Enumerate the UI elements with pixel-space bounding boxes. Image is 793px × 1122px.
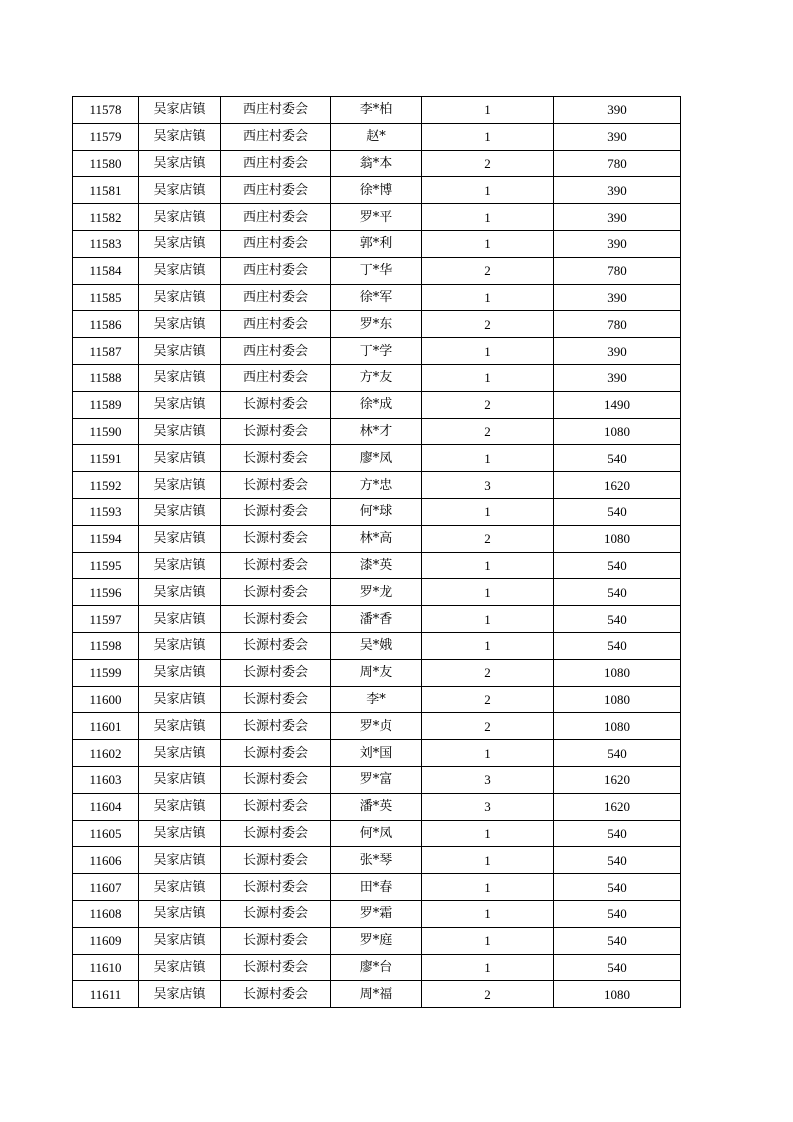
village-committee-cell: 西庄村委会: [221, 364, 331, 391]
count-cell: 2: [422, 981, 554, 1008]
table-row: [73, 847, 681, 874]
count-cell: 1: [422, 338, 554, 365]
town-cell: 吴家店镇: [139, 740, 221, 767]
village-committee-cell: 长源村委会: [221, 900, 331, 927]
village-committee-cell: 长源村委会: [221, 579, 331, 606]
town-cell: 吴家店镇: [139, 338, 221, 365]
table-row: [73, 686, 681, 713]
village-committee-cell: 西庄村委会: [221, 311, 331, 338]
village-committee-cell: 西庄村委会: [221, 204, 331, 231]
town-cell: 吴家店镇: [139, 97, 221, 124]
town-cell: 吴家店镇: [139, 766, 221, 793]
table-row: [73, 472, 681, 499]
town-cell: 吴家店镇: [139, 204, 221, 231]
count-cell: 1: [422, 123, 554, 150]
records-table-body: [73, 97, 681, 1008]
amount-cell: 540: [554, 954, 681, 981]
serial-number-cell: 11601: [73, 713, 139, 740]
count-cell: 1: [422, 954, 554, 981]
village-committee-cell: 长源村委会: [221, 659, 331, 686]
town-cell: 吴家店镇: [139, 257, 221, 284]
town-cell: 吴家店镇: [139, 713, 221, 740]
serial-number-cell: 11600: [73, 686, 139, 713]
town-cell: 吴家店镇: [139, 177, 221, 204]
amount-cell: 1080: [554, 659, 681, 686]
count-cell: 3: [422, 793, 554, 820]
town-cell: 吴家店镇: [139, 525, 221, 552]
serial-number-cell: 11594: [73, 525, 139, 552]
name-cell: 郭*利: [331, 230, 422, 257]
name-cell: 罗*东: [331, 311, 422, 338]
table-row: [73, 606, 681, 633]
serial-number-cell: 11598: [73, 632, 139, 659]
count-cell: 2: [422, 150, 554, 177]
table-row: [73, 820, 681, 847]
count-cell: 1: [422, 900, 554, 927]
town-cell: 吴家店镇: [139, 472, 221, 499]
amount-cell: 780: [554, 257, 681, 284]
amount-cell: 780: [554, 311, 681, 338]
serial-number-cell: 11602: [73, 740, 139, 767]
village-committee-cell: 长源村委会: [221, 981, 331, 1008]
serial-number-cell: 11584: [73, 257, 139, 284]
count-cell: 2: [422, 311, 554, 338]
count-cell: 1: [422, 445, 554, 472]
name-cell: 徐*军: [331, 284, 422, 311]
serial-number-cell: 11588: [73, 364, 139, 391]
serial-number-cell: 11590: [73, 418, 139, 445]
table-row: [73, 230, 681, 257]
count-cell: 1: [422, 552, 554, 579]
count-cell: 2: [422, 418, 554, 445]
table-row: [73, 150, 681, 177]
village-committee-cell: 西庄村委会: [221, 97, 331, 124]
village-committee-cell: 西庄村委会: [221, 150, 331, 177]
count-cell: 1: [422, 204, 554, 231]
name-cell: 翁*本: [331, 150, 422, 177]
name-cell: 田*春: [331, 874, 422, 901]
village-committee-cell: 长源村委会: [221, 552, 331, 579]
serial-number-cell: 11587: [73, 338, 139, 365]
town-cell: 吴家店镇: [139, 498, 221, 525]
name-cell: 潘*英: [331, 793, 422, 820]
serial-number-cell: 11606: [73, 847, 139, 874]
name-cell: 罗*霜: [331, 900, 422, 927]
village-committee-cell: 长源村委会: [221, 713, 331, 740]
village-committee-cell: 长源村委会: [221, 847, 331, 874]
serial-number-cell: 11607: [73, 874, 139, 901]
amount-cell: 390: [554, 284, 681, 311]
amount-cell: 540: [554, 445, 681, 472]
name-cell: 赵*: [331, 123, 422, 150]
amount-cell: 540: [554, 579, 681, 606]
count-cell: 1: [422, 740, 554, 767]
count-cell: 1: [422, 927, 554, 954]
name-cell: 徐*成: [331, 391, 422, 418]
village-committee-cell: 长源村委会: [221, 793, 331, 820]
amount-cell: 390: [554, 204, 681, 231]
table-row: [73, 418, 681, 445]
village-committee-cell: 西庄村委会: [221, 230, 331, 257]
amount-cell: 390: [554, 97, 681, 124]
town-cell: 吴家店镇: [139, 820, 221, 847]
village-committee-cell: 长源村委会: [221, 927, 331, 954]
serial-number-cell: 11580: [73, 150, 139, 177]
serial-number-cell: 11608: [73, 900, 139, 927]
table-row: [73, 900, 681, 927]
serial-number-cell: 11599: [73, 659, 139, 686]
table-row: [73, 445, 681, 472]
name-cell: 林*高: [331, 525, 422, 552]
serial-number-cell: 11592: [73, 472, 139, 499]
table-row: [73, 123, 681, 150]
town-cell: 吴家店镇: [139, 364, 221, 391]
table-row: [73, 391, 681, 418]
table-row: [73, 579, 681, 606]
table-row: [73, 954, 681, 981]
town-cell: 吴家店镇: [139, 632, 221, 659]
name-cell: 徐*博: [331, 177, 422, 204]
count-cell: 3: [422, 472, 554, 499]
table-row: [73, 766, 681, 793]
serial-number-cell: 11581: [73, 177, 139, 204]
table-row: [73, 97, 681, 124]
town-cell: 吴家店镇: [139, 874, 221, 901]
name-cell: 周*友: [331, 659, 422, 686]
village-committee-cell: 西庄村委会: [221, 257, 331, 284]
serial-number-cell: 11593: [73, 498, 139, 525]
table-row: [73, 981, 681, 1008]
count-cell: 2: [422, 686, 554, 713]
count-cell: 3: [422, 766, 554, 793]
town-cell: 吴家店镇: [139, 230, 221, 257]
name-cell: 刘*国: [331, 740, 422, 767]
serial-number-cell: 11603: [73, 766, 139, 793]
count-cell: 2: [422, 525, 554, 552]
town-cell: 吴家店镇: [139, 847, 221, 874]
village-committee-cell: 西庄村委会: [221, 338, 331, 365]
amount-cell: 1080: [554, 981, 681, 1008]
serial-number-cell: 11610: [73, 954, 139, 981]
village-committee-cell: 西庄村委会: [221, 177, 331, 204]
name-cell: 方*友: [331, 364, 422, 391]
village-committee-cell: 长源村委会: [221, 418, 331, 445]
village-committee-cell: 长源村委会: [221, 606, 331, 633]
table-row: [73, 364, 681, 391]
count-cell: 1: [422, 820, 554, 847]
amount-cell: 1620: [554, 766, 681, 793]
town-cell: 吴家店镇: [139, 311, 221, 338]
village-committee-cell: 长源村委会: [221, 525, 331, 552]
table-row: [73, 927, 681, 954]
serial-number-cell: 11597: [73, 606, 139, 633]
village-committee-cell: 长源村委会: [221, 391, 331, 418]
village-committee-cell: 长源村委会: [221, 445, 331, 472]
amount-cell: 540: [554, 847, 681, 874]
name-cell: 方*忠: [331, 472, 422, 499]
town-cell: 吴家店镇: [139, 981, 221, 1008]
serial-number-cell: 11579: [73, 123, 139, 150]
name-cell: 何*凤: [331, 820, 422, 847]
amount-cell: 540: [554, 552, 681, 579]
amount-cell: 1080: [554, 686, 681, 713]
town-cell: 吴家店镇: [139, 123, 221, 150]
count-cell: 2: [422, 713, 554, 740]
serial-number-cell: 11605: [73, 820, 139, 847]
name-cell: 何*球: [331, 498, 422, 525]
count-cell: 1: [422, 632, 554, 659]
town-cell: 吴家店镇: [139, 552, 221, 579]
count-cell: 1: [422, 364, 554, 391]
village-committee-cell: 长源村委会: [221, 954, 331, 981]
village-committee-cell: 西庄村委会: [221, 284, 331, 311]
count-cell: 2: [422, 257, 554, 284]
amount-cell: 390: [554, 338, 681, 365]
records-table: [72, 96, 681, 1008]
town-cell: 吴家店镇: [139, 659, 221, 686]
village-committee-cell: 长源村委会: [221, 686, 331, 713]
serial-number-cell: 11609: [73, 927, 139, 954]
town-cell: 吴家店镇: [139, 954, 221, 981]
table-row: [73, 552, 681, 579]
serial-number-cell: 11611: [73, 981, 139, 1008]
town-cell: 吴家店镇: [139, 579, 221, 606]
name-cell: 潘*香: [331, 606, 422, 633]
name-cell: 林*才: [331, 418, 422, 445]
town-cell: 吴家店镇: [139, 418, 221, 445]
table-row: [73, 525, 681, 552]
serial-number-cell: 11589: [73, 391, 139, 418]
name-cell: 漆*英: [331, 552, 422, 579]
name-cell: 罗*庭: [331, 927, 422, 954]
serial-number-cell: 11583: [73, 230, 139, 257]
name-cell: 廖*凤: [331, 445, 422, 472]
count-cell: 2: [422, 391, 554, 418]
amount-cell: 780: [554, 150, 681, 177]
serial-number-cell: 11586: [73, 311, 139, 338]
village-committee-cell: 长源村委会: [221, 820, 331, 847]
village-committee-cell: 长源村委会: [221, 874, 331, 901]
amount-cell: 390: [554, 364, 681, 391]
table-row: [73, 659, 681, 686]
table-row: [73, 284, 681, 311]
name-cell: 李*柏: [331, 97, 422, 124]
serial-number-cell: 11578: [73, 97, 139, 124]
amount-cell: 1490: [554, 391, 681, 418]
amount-cell: 1620: [554, 793, 681, 820]
serial-number-cell: 11604: [73, 793, 139, 820]
village-committee-cell: 西庄村委会: [221, 123, 331, 150]
amount-cell: 540: [554, 874, 681, 901]
amount-cell: 1620: [554, 472, 681, 499]
amount-cell: 1080: [554, 418, 681, 445]
table-row: [73, 874, 681, 901]
table-row: [73, 793, 681, 820]
amount-cell: 540: [554, 900, 681, 927]
table-row: [73, 498, 681, 525]
amount-cell: 390: [554, 230, 681, 257]
name-cell: 罗*平: [331, 204, 422, 231]
count-cell: 1: [422, 847, 554, 874]
amount-cell: 1080: [554, 525, 681, 552]
count-cell: 1: [422, 284, 554, 311]
village-committee-cell: 长源村委会: [221, 498, 331, 525]
town-cell: 吴家店镇: [139, 686, 221, 713]
count-cell: 1: [422, 97, 554, 124]
table-row: [73, 204, 681, 231]
serial-number-cell: 11596: [73, 579, 139, 606]
town-cell: 吴家店镇: [139, 927, 221, 954]
village-committee-cell: 长源村委会: [221, 632, 331, 659]
table-row: [73, 257, 681, 284]
amount-cell: 540: [554, 606, 681, 633]
name-cell: 罗*富: [331, 766, 422, 793]
amount-cell: 540: [554, 498, 681, 525]
amount-cell: 540: [554, 632, 681, 659]
name-cell: 丁*华: [331, 257, 422, 284]
town-cell: 吴家店镇: [139, 150, 221, 177]
table-row: [73, 713, 681, 740]
name-cell: 廖*台: [331, 954, 422, 981]
count-cell: 2: [422, 659, 554, 686]
count-cell: 1: [422, 606, 554, 633]
town-cell: 吴家店镇: [139, 391, 221, 418]
count-cell: 1: [422, 177, 554, 204]
serial-number-cell: 11595: [73, 552, 139, 579]
table-row: [73, 632, 681, 659]
town-cell: 吴家店镇: [139, 793, 221, 820]
name-cell: 罗*贞: [331, 713, 422, 740]
amount-cell: 390: [554, 123, 681, 150]
village-committee-cell: 长源村委会: [221, 766, 331, 793]
town-cell: 吴家店镇: [139, 900, 221, 927]
name-cell: 罗*龙: [331, 579, 422, 606]
name-cell: 李*: [331, 686, 422, 713]
count-cell: 1: [422, 498, 554, 525]
town-cell: 吴家店镇: [139, 284, 221, 311]
name-cell: 张*琴: [331, 847, 422, 874]
serial-number-cell: 11585: [73, 284, 139, 311]
name-cell: 丁*学: [331, 338, 422, 365]
table-row: [73, 740, 681, 767]
village-committee-cell: 长源村委会: [221, 740, 331, 767]
count-cell: 1: [422, 579, 554, 606]
name-cell: 吴*娥: [331, 632, 422, 659]
amount-cell: 1080: [554, 713, 681, 740]
table-row: [73, 177, 681, 204]
town-cell: 吴家店镇: [139, 445, 221, 472]
amount-cell: 390: [554, 177, 681, 204]
amount-cell: 540: [554, 820, 681, 847]
name-cell: 周*福: [331, 981, 422, 1008]
village-committee-cell: 长源村委会: [221, 472, 331, 499]
count-cell: 1: [422, 230, 554, 257]
table-row: [73, 311, 681, 338]
serial-number-cell: 11591: [73, 445, 139, 472]
town-cell: 吴家店镇: [139, 606, 221, 633]
serial-number-cell: 11582: [73, 204, 139, 231]
table-row: [73, 338, 681, 365]
count-cell: 1: [422, 874, 554, 901]
amount-cell: 540: [554, 740, 681, 767]
amount-cell: 540: [554, 927, 681, 954]
